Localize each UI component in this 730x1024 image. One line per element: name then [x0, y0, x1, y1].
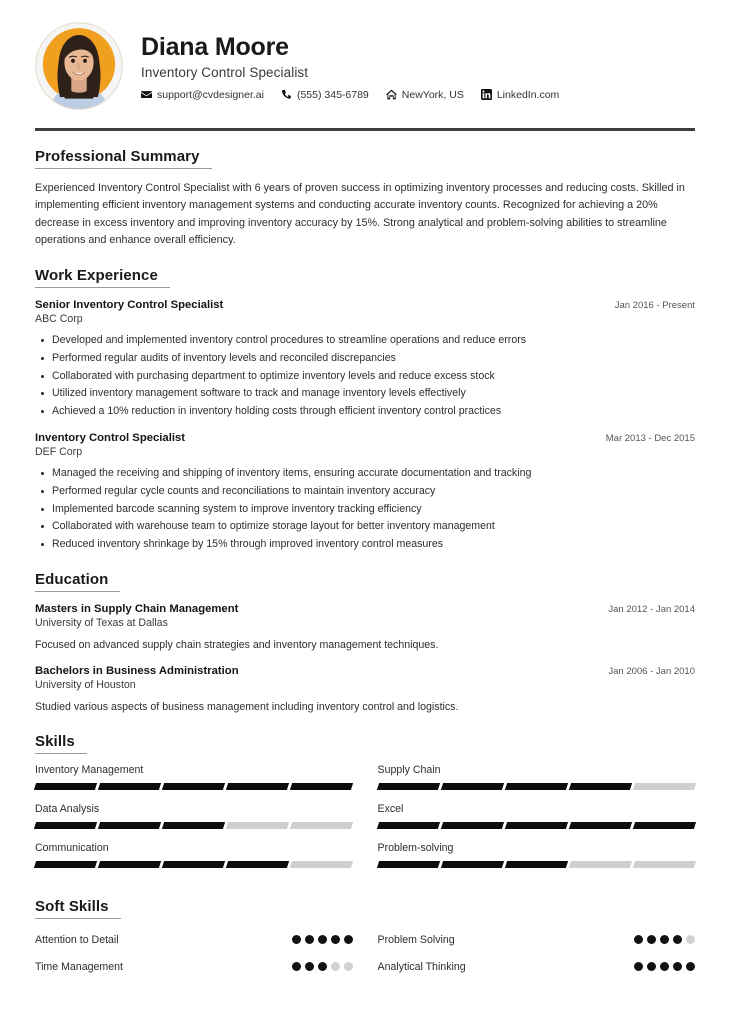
soft-skill-rating: [292, 962, 353, 971]
phone-icon: [281, 89, 292, 100]
skill-name: Data Analysis: [35, 802, 100, 815]
skill-segment-filled: [290, 783, 353, 790]
avatar-photo: [36, 23, 122, 109]
education-degree: Masters in Supply Chain Management: [35, 602, 239, 615]
avatar: [35, 22, 123, 110]
skill-segment-filled: [376, 822, 439, 829]
skill-segment-filled: [162, 861, 225, 868]
education-degree: Bachelors in Business Administration: [35, 664, 239, 677]
list-item: Implemented barcode scanning system to improve inventory tracking efficiency: [52, 501, 695, 519]
soft-skill-name: Attention to Detail: [35, 933, 119, 946]
skill-segment-filled: [505, 783, 568, 790]
skill-name: Supply Chain: [377, 763, 441, 776]
skill-name: Excel: [377, 802, 404, 815]
experience-bullets: [35, 465, 695, 554]
section-title-summary: Professional Summary: [35, 148, 212, 169]
list-item: Reduced inventory shrinkage by 15% through improved inventory control measures: [52, 536, 695, 554]
rating-dot-filled: [660, 962, 669, 971]
summary-text: Experienced Inventory Control Specialist with 6 years of proven success in optimizing inventory processes and reducing costs. Skilled in implementing efficient inventory management systems and conducting accurate inventory counts. Recognized for achieving a 20% decrease in excess inventory and improving inventory accuracy by 15%. Strong analytical and problem-solving abilities to streamline operations and enhance overall efficiency.: [35, 182, 685, 247]
education-date: Jan 2012 - Jan 2014: [608, 603, 695, 615]
rating-dot-filled: [344, 935, 353, 944]
soft-skill-name: Time Management: [35, 960, 123, 973]
contact-row: [141, 89, 695, 101]
skill-level-bar: [378, 861, 696, 868]
section-title-skills: Skills: [35, 733, 87, 754]
resume-header: [35, 22, 695, 116]
list-item: Collaborated with warehouse team to optimize storage layout for better inventory management: [52, 518, 695, 536]
skill-item: [378, 764, 696, 803]
education-entry: [35, 603, 695, 654]
skill-level-bar: [35, 783, 353, 790]
list-item: Performed regular cycle counts and reconciliations to maintain inventory accuracy: [52, 483, 695, 501]
skill-item: [35, 764, 353, 803]
skill-item: [378, 842, 696, 881]
skill-segment-filled: [440, 783, 503, 790]
contact-phone[interactable]: [281, 89, 369, 101]
contact-linkedin[interactable]: [481, 89, 559, 101]
skill-segment-filled: [34, 861, 97, 868]
soft-skill-item: [378, 929, 696, 956]
rating-dot-filled: [660, 935, 669, 944]
contact-location-label: NewYork, US: [401, 88, 464, 101]
contact-email-label: support@cvdesigner.ai: [157, 88, 264, 101]
contact-linkedin-label: LinkedIn.com: [496, 88, 560, 101]
rating-dot-filled: [305, 935, 314, 944]
education-school: University of Houston: [35, 678, 136, 691]
skill-level-bar: [378, 822, 696, 829]
soft-skill-rating: [292, 935, 353, 944]
skill-name: Inventory Management: [35, 763, 144, 776]
contact-location: [386, 89, 464, 101]
experience-entry-head: [35, 299, 695, 311]
candidate-name: Diana Moore: [141, 33, 289, 62]
experience-company: ABC Corp: [35, 312, 83, 325]
skill-segment-empty: [633, 861, 696, 868]
list-item: Achieved a 10% reduction in inventory holding costs through efficient inventory control practices: [52, 403, 695, 421]
linkedin-icon: [481, 89, 492, 100]
skill-segment-filled: [440, 861, 503, 868]
skill-item: [35, 842, 353, 881]
skill-segment-filled: [98, 822, 161, 829]
skill-segment-empty: [633, 783, 696, 790]
experience-entry: [35, 299, 695, 421]
skill-segment-filled: [633, 822, 696, 829]
education-date: Jan 2006 - Jan 2010: [608, 665, 695, 677]
header-divider: [35, 128, 695, 131]
soft-skill-name: Analytical Thinking: [377, 960, 466, 973]
list-item: Utilized inventory management software to track and manage inventory levels effectively: [52, 385, 695, 403]
experience-entry: [35, 432, 695, 554]
skill-item: [35, 803, 353, 842]
skills-grid: [35, 764, 695, 881]
list-item: Developed and implemented inventory control procedures to streamline operations and reduce errors: [52, 332, 695, 350]
list-item: Collaborated with purchasing department to optimize inventory levels and reduce excess stock: [52, 368, 695, 386]
home-icon: [386, 89, 397, 100]
rating-dot-empty: [686, 935, 695, 944]
skill-segment-empty: [290, 822, 353, 829]
rating-dot-filled: [673, 935, 682, 944]
skill-segment-filled: [505, 861, 568, 868]
contact-phone-label: (555) 345-6789: [296, 88, 369, 101]
skill-segment-empty: [569, 861, 632, 868]
soft-skill-rating: [634, 962, 695, 971]
rating-dot-filled: [673, 962, 682, 971]
skill-segment-filled: [226, 783, 289, 790]
experience-date: Jan 2016 - Present: [614, 299, 695, 311]
skill-segment-filled: [162, 822, 225, 829]
rating-dot-filled: [331, 935, 340, 944]
education-entry: [35, 665, 695, 716]
education-school: University of Texas at Dallas: [35, 616, 168, 629]
list-item: Managed the receiving and shipping of inventory items, ensuring accurate documentation and tracking: [52, 465, 695, 483]
skill-segment-filled: [98, 783, 161, 790]
section-title-experience: Work Experience: [35, 267, 170, 288]
rating-dot-filled: [292, 962, 301, 971]
skill-name: Communication: [35, 841, 109, 854]
rating-dot-filled: [647, 935, 656, 944]
section-soft-skills: [35, 898, 695, 983]
section-professional-summary: [35, 148, 695, 250]
header-main: [141, 31, 695, 101]
experience-entry-head: [35, 432, 695, 444]
education-entry-head: [35, 665, 695, 677]
rating-dot-empty: [344, 962, 353, 971]
soft-skill-item: [35, 956, 353, 983]
experience-position: Senior Inventory Control Specialist: [35, 298, 224, 311]
education-description: Studied various aspects of business management including inventory control and logistics.: [35, 700, 459, 713]
experience-bullets: [35, 332, 695, 421]
experience-position: Inventory Control Specialist: [35, 431, 186, 444]
skill-segment-empty: [226, 822, 289, 829]
skill-segment-filled: [569, 783, 632, 790]
skill-name: Problem-solving: [377, 841, 454, 854]
section-skills: [35, 733, 695, 881]
section-title-soft-skills: Soft Skills: [35, 898, 121, 919]
skill-segment-filled: [226, 861, 289, 868]
candidate-job-title: Inventory Control Specialist: [141, 64, 309, 80]
skill-level-bar: [35, 861, 353, 868]
skill-segment-filled: [162, 783, 225, 790]
skill-item: [378, 803, 696, 842]
soft-skills-grid: [35, 929, 695, 983]
skill-segment-empty: [290, 861, 353, 868]
skill-segment-filled: [376, 783, 439, 790]
skill-segment-filled: [376, 861, 439, 868]
rating-dot-filled: [686, 962, 695, 971]
soft-skill-rating: [634, 935, 695, 944]
section-work-experience: [35, 267, 695, 554]
skill-segment-filled: [98, 861, 161, 868]
rating-dot-filled: [305, 962, 314, 971]
rating-dot-filled: [634, 962, 643, 971]
rating-dot-filled: [292, 935, 301, 944]
contact-email[interactable]: [141, 89, 264, 101]
skill-segment-filled: [569, 822, 632, 829]
rating-dot-empty: [331, 962, 340, 971]
skill-segment-filled: [34, 783, 97, 790]
section-education: [35, 571, 695, 716]
education-entry-head: [35, 603, 695, 615]
section-title-education: Education: [35, 571, 120, 592]
envelope-icon: [141, 89, 152, 100]
skill-level-bar: [378, 783, 696, 790]
experience-date: Mar 2013 - Dec 2015: [605, 432, 695, 444]
soft-skill-item: [35, 929, 353, 956]
education-description: Focused on advanced supply chain strategies and inventory management techniques.: [35, 638, 439, 651]
experience-company: DEF Corp: [35, 445, 83, 458]
list-item: Performed regular audits of inventory levels and reconciled discrepancies: [52, 350, 695, 368]
soft-skill-item: [378, 956, 696, 983]
rating-dot-filled: [647, 962, 656, 971]
skill-segment-filled: [505, 822, 568, 829]
skill-segment-filled: [34, 822, 97, 829]
rating-dot-filled: [318, 935, 327, 944]
skill-segment-filled: [440, 822, 503, 829]
soft-skill-name: Problem Solving: [377, 933, 455, 946]
rating-dot-filled: [318, 962, 327, 971]
skill-level-bar: [35, 822, 353, 829]
rating-dot-filled: [634, 935, 643, 944]
